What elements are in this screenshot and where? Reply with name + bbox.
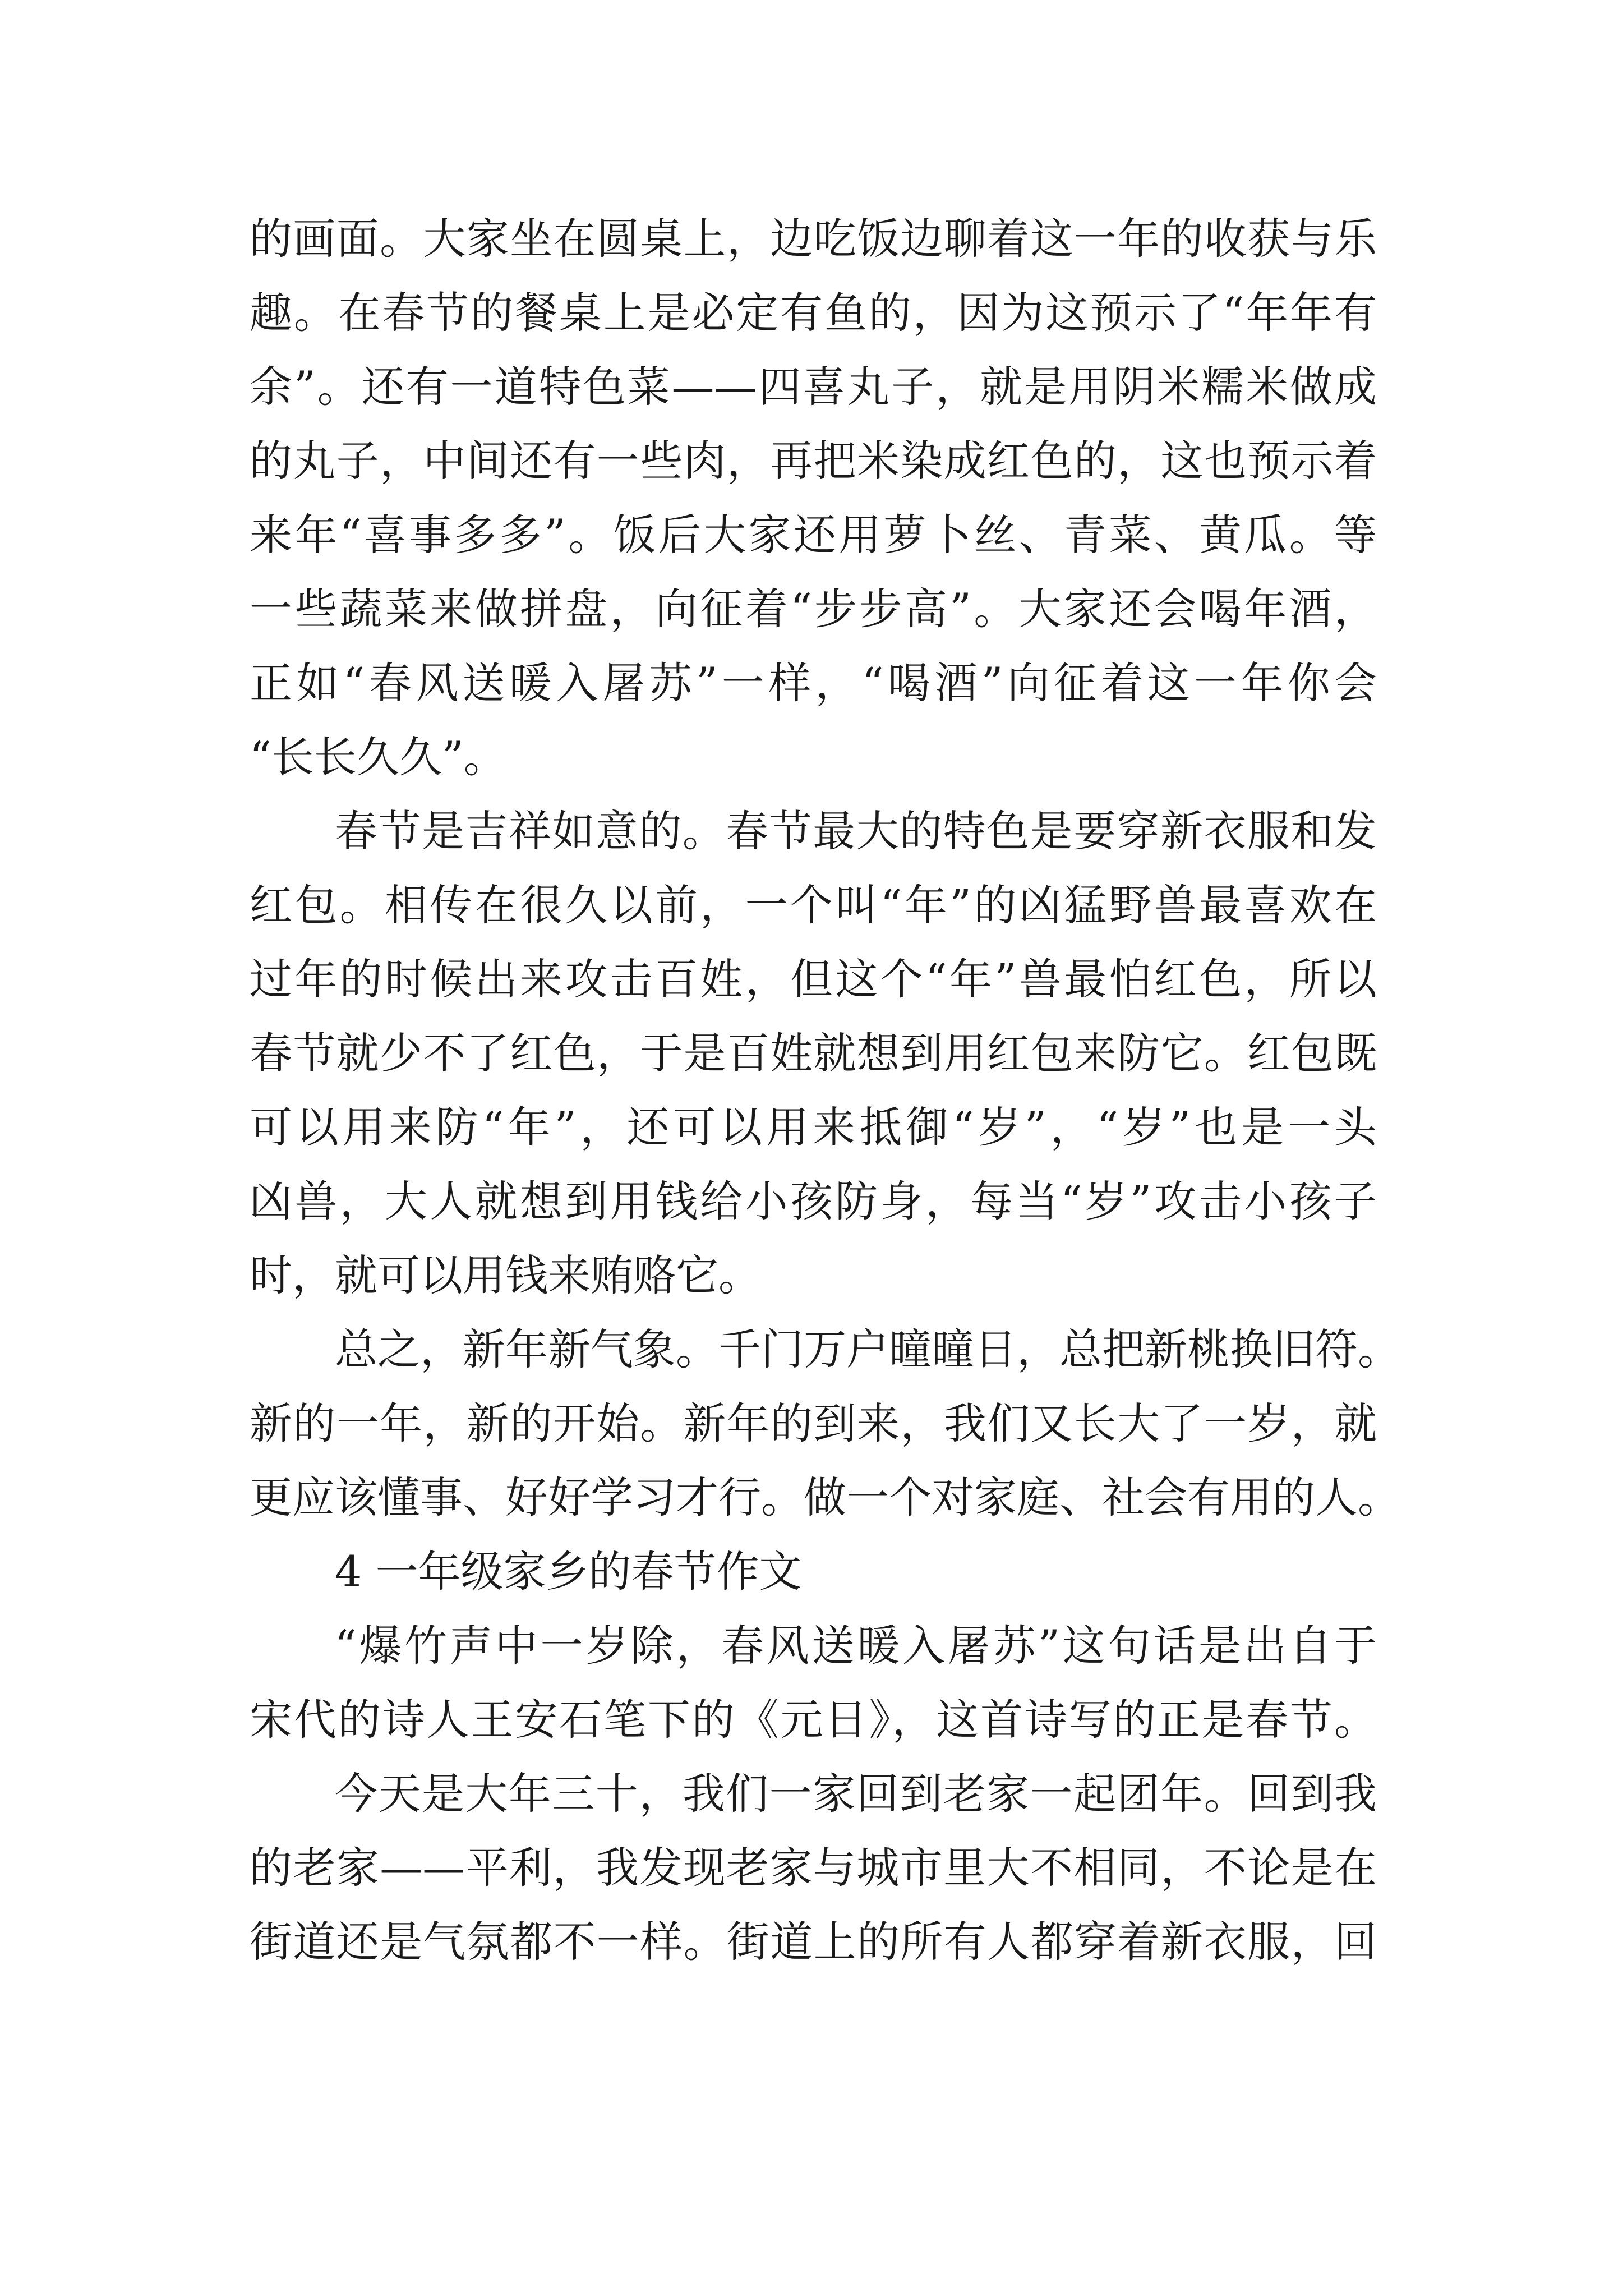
text-line: 4 一年级家乡的春节作文 xyxy=(335,1547,802,1596)
text-line: 来年“喜事多多”。饭后大家还用萝卜丝、青菜、黄瓜。等 xyxy=(250,510,1377,560)
text-line: 趣。在春节的餐桌上是必定有鱼的，因为这预示了“年年有 xyxy=(250,288,1377,338)
text-line: 的丸子，中间还有一些肉，再把米染成红色的，这也预示着 xyxy=(250,436,1377,486)
text-line: 更应该懂事、好好学习才行。做一个对家庭、社会有用的人。 xyxy=(250,1473,1400,1522)
text-line: “长长久久”。 xyxy=(250,732,506,782)
text-line: 正如“春风送暖入屠苏”一样，“喝酒”向征着这一年你会 xyxy=(250,658,1377,708)
document-body xyxy=(250,202,1400,1979)
text-line: 总之，新年新气象。千门万户曈曈日，总把新桃换旧符。 xyxy=(335,1324,1400,1374)
text-line: 宋代的诗人王安石笔下的《元日》，这首诗写的正是春节。 xyxy=(250,1695,1377,1745)
text-line: 红包。相传在很久以前，一个叫“年”的凶猛野兽最喜欢在 xyxy=(250,880,1377,930)
text-line: 的画面。大家坐在圆桌上，边吃饭边聊着这一年的收获与乐 xyxy=(250,214,1377,264)
text-line: 凶兽，大人就想到用钱给小孩防身，每当“岁”攻击小孩子 xyxy=(250,1176,1377,1226)
text-line: 时，就可以用钱来贿赂它。 xyxy=(250,1250,761,1300)
text-line: 春节是吉祥如意的。春节最大的特色是要穿新衣服和发 xyxy=(335,806,1377,856)
text-line: 的老家——平利，我发现老家与城市里大不相同，不论是在 xyxy=(250,1843,1377,1893)
text-line: 可以用来防“年”，还可以用来抵御“岁”，“岁”也是一头 xyxy=(250,1102,1377,1152)
text-line: 新的一年，新的开始。新年的到来，我们又长大了一岁，就 xyxy=(250,1398,1377,1448)
text-line: 一些蔬菜来做拼盘，向征着“步步高”。大家还会喝年酒， xyxy=(250,584,1377,634)
text-line: 余”。还有一道特色菜——四喜丸子，就是用阴米糯米做成 xyxy=(250,362,1377,412)
text-line: 今天是大年三十，我们一家回到老家一起团年。回到我 xyxy=(335,1769,1377,1819)
text-line: “爆竹声中一岁除，春风送暖入屠苏”这句话是出自于 xyxy=(335,1621,1377,1671)
text-line: 过年的时候出来攻击百姓，但这个“年”兽最怕红色，所以 xyxy=(250,954,1377,1004)
text-line: 街道还是气氛都不一样。街道上的所有人都穿着新衣服，回 xyxy=(250,1917,1377,1967)
text-line: 春节就少不了红色，于是百姓就想到用红包来防它。红包既 xyxy=(250,1028,1377,1078)
